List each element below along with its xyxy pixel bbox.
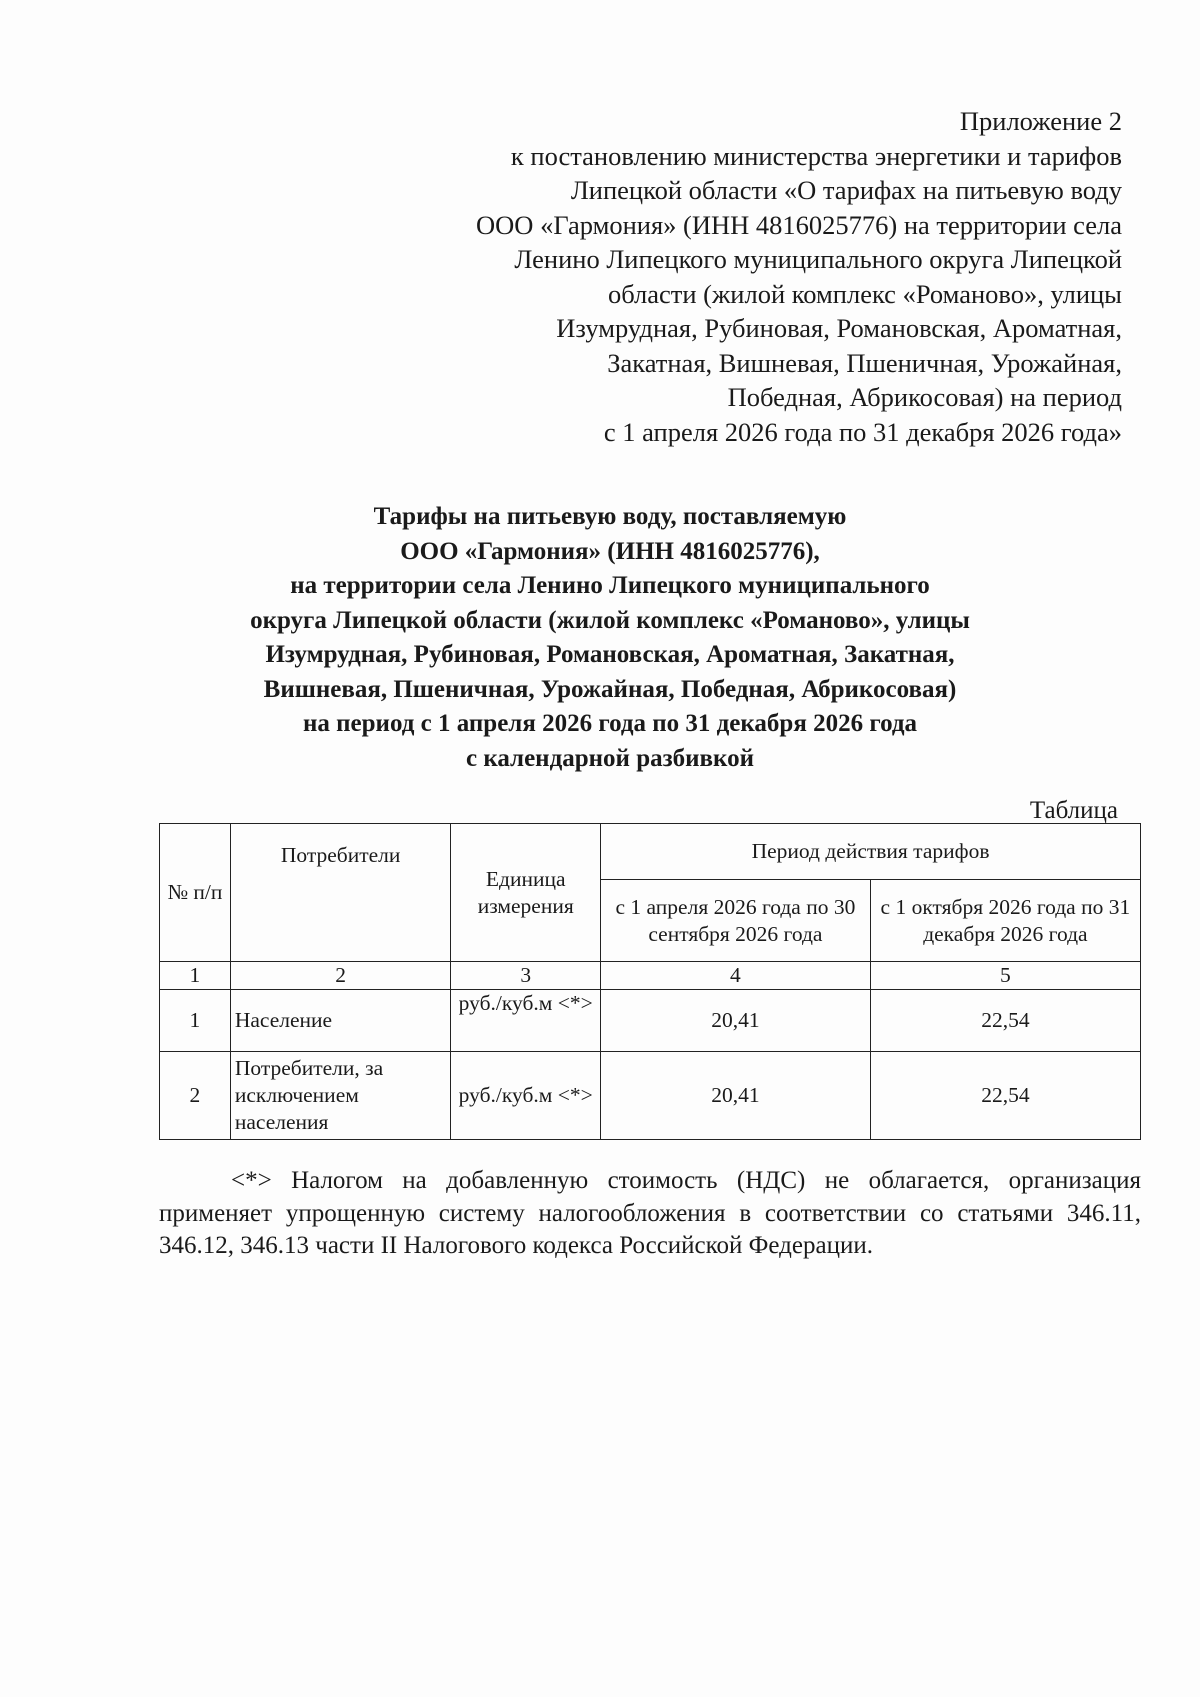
header-period-2: с 1 октября 2026 года по 31 декабря 2026 года bbox=[870, 880, 1140, 962]
header-period: Период действия тарифов bbox=[601, 824, 1141, 880]
appendix-header bbox=[362, 104, 1122, 449]
row-unit: руб./куб.м <*> bbox=[451, 1052, 601, 1140]
tariff-table bbox=[159, 823, 1141, 1140]
row-period-1-value: 20,41 bbox=[601, 1052, 871, 1140]
column-number: 5 bbox=[870, 962, 1140, 990]
title-line: на период с 1 апреля 2026 года по 31 декабря 2026 года bbox=[302, 710, 918, 737]
header-period-1: с 1 апреля 2026 года по 30 сентября 2026 года bbox=[601, 880, 871, 962]
appendix-line: Изумрудная, Рубиновая, Романовская, Ароматная, bbox=[556, 313, 1122, 343]
column-number: 2 bbox=[230, 962, 451, 990]
row-period-2-value: 22,54 bbox=[870, 1052, 1140, 1140]
appendix-line: Закатная, Вишневая, Пшеничная, Урожайная, bbox=[607, 347, 1122, 378]
row-num: 1 bbox=[160, 990, 231, 1052]
appendix-line: Липецкой области «О тарифах на питьевую воду bbox=[570, 175, 1122, 205]
column-number: 4 bbox=[601, 962, 871, 990]
header-unit: Единица измерения bbox=[451, 824, 601, 962]
title-line: Вишневая, Пшеничная, Урожайная, Победная, Абрикосовая) bbox=[263, 675, 957, 703]
title-line: Изумрудная, Рубиновая, Романовская, Ароматная, Закатная, bbox=[265, 641, 955, 668]
row-num: 2 bbox=[160, 1052, 231, 1140]
header-num: № п/п bbox=[160, 824, 231, 962]
title-line: на территории села Ленино Липецкого муниципального bbox=[290, 572, 930, 599]
document-title bbox=[160, 500, 1060, 776]
title-line: с календарной разбивкой bbox=[465, 744, 755, 772]
appendix-line: Приложение 2 bbox=[959, 106, 1122, 136]
table-header-row bbox=[160, 824, 1141, 880]
footnote: <*> Налогом на добавленную стоимость (НДС) не облагается, организация применяет упрощенную систему налогообложения в соответствии со статьями 346.11, 346.12, 346.13 части II Налогового кодекса Российской Федерации. bbox=[159, 1167, 1141, 1259]
table-row bbox=[160, 990, 1141, 1052]
appendix-line: ООО «Гармония» (ИНН 4816025776) на территории села bbox=[476, 209, 1122, 240]
table-label: Таблица bbox=[1029, 797, 1118, 824]
column-number-row bbox=[160, 962, 1141, 990]
appendix-line: к постановлению министерства энергетики и тарифов bbox=[510, 140, 1122, 171]
title-line: ООО «Гармония» (ИНН 4816025776), bbox=[400, 537, 820, 565]
column-number: 3 bbox=[451, 962, 601, 990]
row-consumer: Потребители, за исключением населения bbox=[230, 1052, 451, 1140]
row-period-1-value: 20,41 bbox=[601, 990, 871, 1052]
column-number: 1 bbox=[160, 962, 231, 990]
table-row bbox=[160, 1052, 1141, 1140]
row-period-2-value: 22,54 bbox=[870, 990, 1140, 1052]
appendix-line: Победная, Абрикосовая) на период bbox=[727, 382, 1122, 412]
row-unit: руб./куб.м <*> bbox=[451, 990, 601, 1052]
header-consumers: Потребители bbox=[230, 824, 451, 962]
row-consumer: Население bbox=[230, 990, 451, 1052]
title-line: Тарифы на питьевую воду, поставляемую bbox=[373, 503, 847, 530]
title-line: округа Липецкой области (жилой комплекс «Романово», улицы bbox=[250, 606, 970, 634]
appendix-line: Ленино Липецкого муниципального округа Липецкой bbox=[514, 244, 1122, 274]
appendix-line: с 1 апреля 2026 года по 31 декабря 2026 года» bbox=[603, 416, 1122, 447]
appendix-line: области (жилой комплекс «Романово», улицы bbox=[607, 278, 1122, 309]
